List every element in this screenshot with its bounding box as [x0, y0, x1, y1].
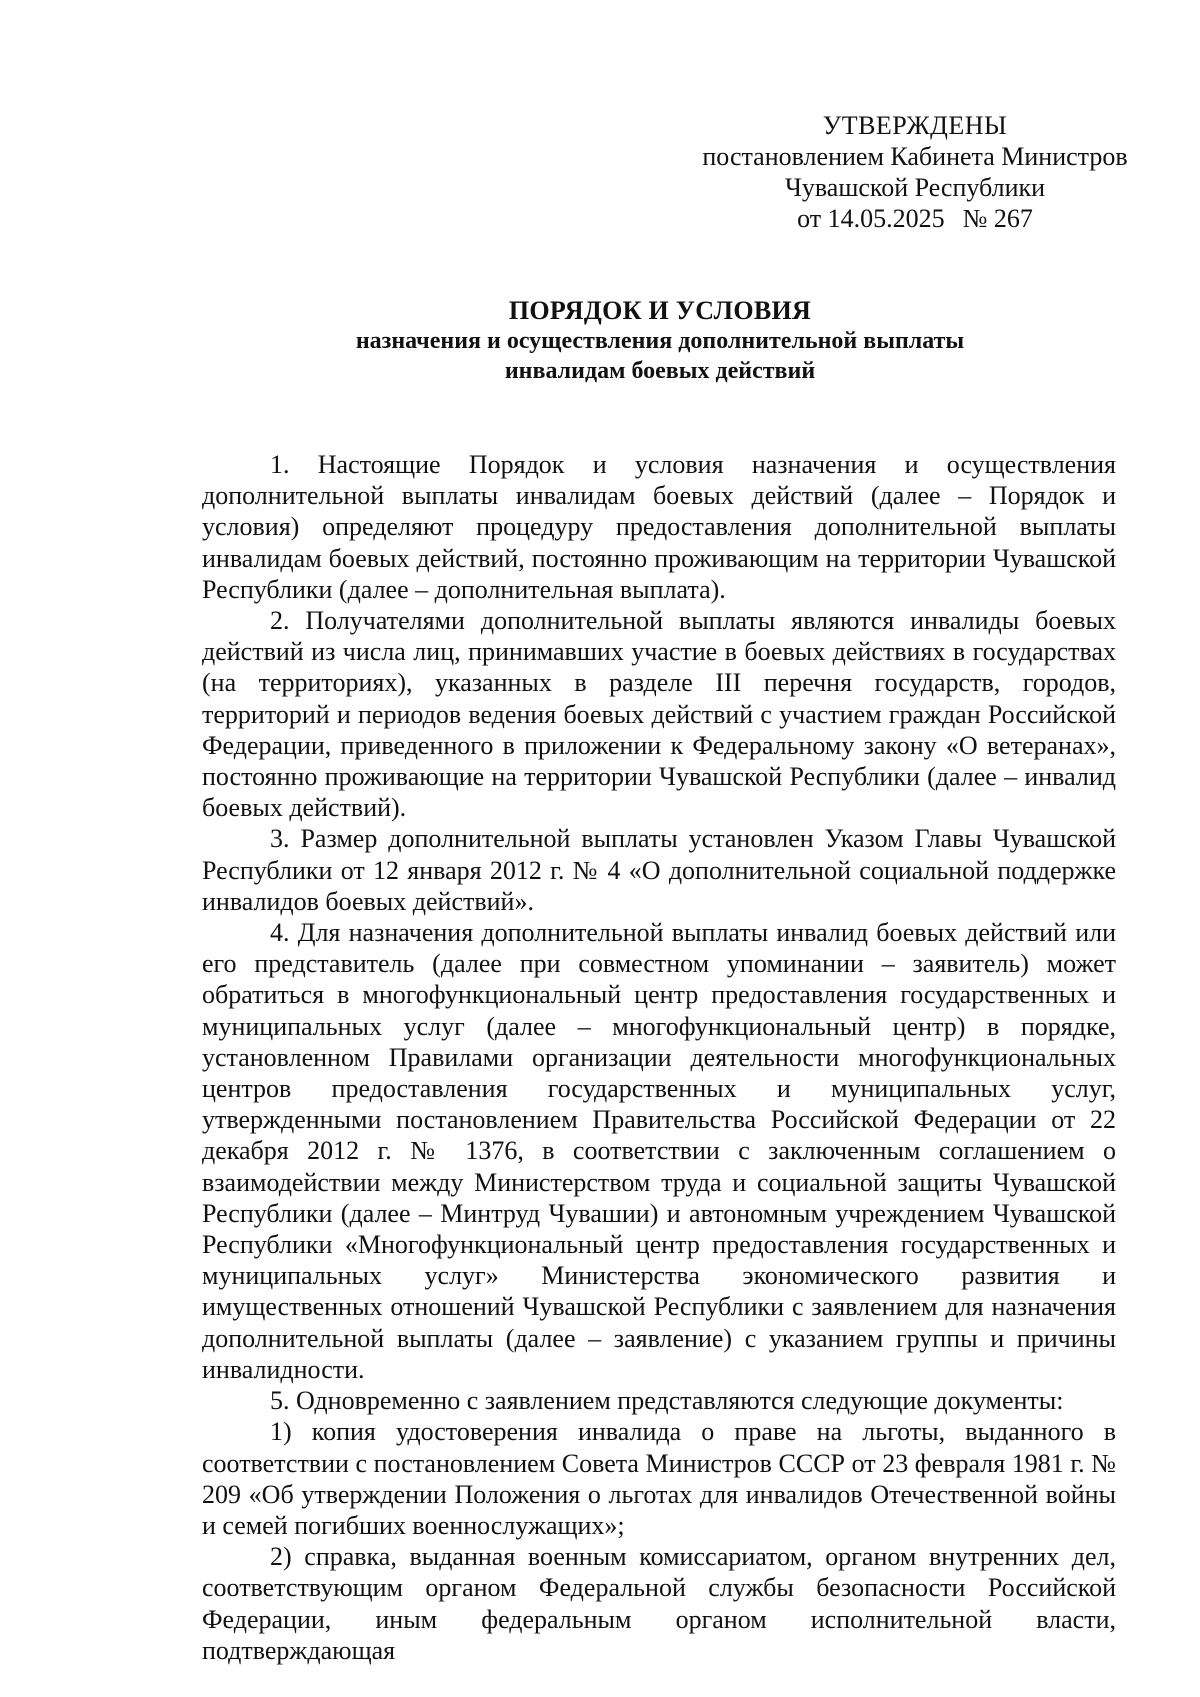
approval-number: № 267	[962, 204, 1033, 233]
approval-stamp-block	[680, 110, 1150, 234]
paragraph-4: 4. Для назначения дополнительной выплаты инвалид боевых действий или его представитель (далее при совместном упоминании – заявитель) может обратиться в многофункциональный центр предоставления государственных и муниципальных услуг (далее – многофункциональный центр) в порядке, установленном Правилами организации деятельности многофункциональных центров предоставления государственных и муниципальных услуг, утвержденными постановлением Правительства Российской Федерации от 22 декабря 2012 г. № 1376, в соответствии с заключенным соглашением о взаимодействии между Министерством труда и социальной защиты Чувашской Республики (далее – Минтруд Чувашии) и автономным учреждением Чувашской Республики «Многофункциональный центр предоставления государственных и муниципальных услуг» Министерства экономического развития и имущественных отношений Чувашской Республики с заявлением для назначения дополнительной выплаты (далее – заявление) с указанием группы и причины инвалидности.	[202, 918, 1116, 1384]
approval-issuer: постановлением Кабинета Министров	[702, 142, 1128, 171]
document-title: ПОРЯДОК И УСЛОВИЯ	[508, 296, 812, 325]
paragraph-5-item-2: 2) справка, выданная военным комиссариатом, органом внутренних дел, соответствующим органом Федеральной службы безопасности Российской Федерации, иным федеральным органом исполнительной власти, подтверждающая	[202, 1542, 1116, 1665]
approval-heading: УТВЕРЖДЕНЫ	[822, 111, 1008, 140]
paragraph-3: 3. Размер дополнительной выплаты установлен Указом Главы Чувашской Республики от 12 января 2012 г. № 4 «О дополнительной социальной поддержке инвалидов боевых действий».	[202, 824, 1116, 916]
document-subtitle-line-2: инвалидам боевых действий	[504, 358, 816, 384]
paragraph-5: 5. Одновременно с заявлением представляются следующие документы:	[270, 1386, 1064, 1416]
approval-date-line	[680, 203, 1150, 234]
paragraph-1: 1. Настоящие Порядок и условия назначения и осуществления дополнительной выплаты инвалидам боевых действий (далее – Порядок и условия) определяют процедуру предоставления дополнительной выплаты инвалидам боевых действий, постоянно проживающим на территории Чувашской Республики (далее – дополнительная выплата).	[202, 450, 1116, 604]
document-subtitle-line-1: назначения и осуществления дополнительной выплаты	[355, 328, 965, 354]
document-title-block	[200, 295, 1120, 386]
approval-date: от 14.05.2025	[797, 204, 945, 233]
paragraph-2: 2. Получателями дополнительной выплаты являются инвалиды боевых действий из числа лиц, принимавших участие в боевых действиях в государствах (на территориях), указанных в разделе III перечня государств, городов, территорий и периодов ведения боевых действий с участием граждан Российской Федерации, приведенного в приложении к Федеральному закону «О ветеранах», постоянно проживающие на территории Чувашской Республики (далее – инвалид боевых действий).	[202, 606, 1116, 823]
approval-region: Чувашской Республики	[784, 173, 1046, 202]
paragraph-5-item-1: 1) копия удостоверения инвалида о праве на льготы, выданного в соответствии с постановлением Совета Министров СССР от 23 февраля 1981 г. № 209 «Об утверждении Положения о льготах для инвалидов Отечественной войны и семей погибших военнослужащих»;	[202, 1417, 1116, 1540]
document-body	[202, 449, 1116, 1666]
